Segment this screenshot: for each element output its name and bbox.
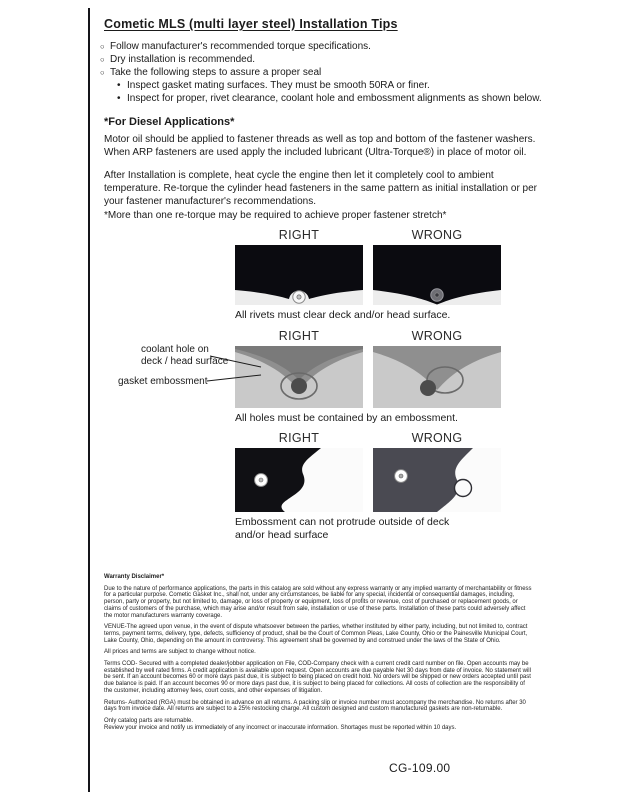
callout-pointer-lines: [115, 342, 265, 397]
list-item: [100, 67, 545, 80]
retorque-note: *More than one re-torque may be required to achieve proper fastener stretch*: [104, 210, 447, 221]
wrong-label: WRONG: [411, 329, 463, 343]
only-catalog-line: Only catalog parts are returnable.: [104, 717, 194, 724]
tip-text: Take the following steps to assure a proper seal: [110, 66, 322, 78]
diagram-caption: All holes must be contained by an embossment.: [235, 412, 458, 424]
terms-paragraph: Terms COD- Secured with a completed dealer/jobber application on File, COD-Company check with a current credit card number on file. Open accounts may be established by well rated firms. A credit application is available upon request. Open accounts are due payable Net 30 days from date of invoice. No statement will be sent. If an account becomes 60 or more days past due, it is subject to being placed on credit hold. No orders will be shipped or new orders accepted until past due balance is paid. If an account becomes 90 or more days past due, it is subject to being placed for collections. All costs of collection are the responsibility of the customer, including attorney fees, court costs, and other expenses of litigation.: [104, 661, 531, 694]
warranty-disclaimer-heading: Warranty Disclaimer*: [104, 574, 165, 580]
list-item: [117, 80, 545, 93]
returns-paragraph: Returns- Authorized (RGA) must be obtained in advance on all returns. A packing slip or invoice number must accompany the merchandise. No returns after 30 days from invoice date. All returns are subject to a 25% restocking charge. All custom designed and custom manufactured gaskets are non-returnable.: [104, 699, 526, 713]
warranty-paragraph: Due to the nature of performance applications, the parts in this catalog are sold without any express warranty or any implied warranty of merchantability or fitness for a particular purpose. Cometic Gasket Inc., shall not, under any circumstances, be liable for any special, incidental or consequential damages, including, person, party or property, but not limited to, damage, or loss of property or equipment, loss of profits or revenue, cost of purchased or replacement goods, or claims of customers of the purchase, which may arise and/or result from sale, installation or use of these parts. Installation of these parts could adversely affect the motor manufacturers warranty coverage.: [104, 585, 532, 619]
tip-text: Inspect for proper, rivet clearance, coolant hole and embossment alignments as shown below.: [127, 92, 542, 104]
list-item: [117, 93, 545, 106]
list-item: [100, 54, 545, 67]
tip-text: Follow manufacturer's recommended torque specifications.: [110, 41, 371, 52]
wrong-label: WRONG: [411, 228, 463, 242]
venue-paragraph: VENUE-The agreed upon venue, in the event of dispute whatsoever between the parties, whether instituted by either party, including, but not limited to, contract terms, payment terms, delivery, type, defects, sufficiency of product, shall be the Court of Common Pleas, Lake County, Ohio or the Painesville Municipal Court, Lake County, Ohio, depending on the amount in controversy. This agreement shall be governed by and construed under the laws of the State of Ohio.: [104, 624, 528, 644]
diagram-row-rivets: [235, 228, 501, 322]
diesel-paragraph-2: After Installation is complete, heat cycle the engine then let it completely cool to ambient temperature. Re-torque the cylinder head fasteners in the same pattern as initial installation or per your fastener manufacturer's recommendations.: [104, 170, 538, 207]
callout-line-text: deck / head surface: [141, 355, 229, 367]
diagram-row-embossment: [235, 431, 501, 541]
tip-text: Inspect gasket mating surfaces. They must be smooth 50RA or finer.: [127, 79, 430, 91]
hole-wrong-diagram: [373, 346, 501, 408]
page-title: Cometic MLS (multi layer steel) Installation Tips: [104, 17, 398, 31]
diesel-applications-heading: *For Diesel Applications*: [104, 116, 235, 128]
legal-disclaimer: [104, 574, 532, 731]
diagram-caption: All rivets must clear deck and/or head surface.: [235, 309, 451, 321]
caption-line: and/or head surface: [235, 528, 329, 541]
rivet-right-diagram: [235, 245, 363, 305]
right-label: RIGHT: [278, 329, 320, 343]
prices-line: All prices and terms are subject to change without notice.: [104, 649, 256, 656]
tip-text: Dry installation is recommended.: [110, 53, 256, 65]
page-edge-rule: [88, 8, 90, 792]
right-label: RIGHT: [278, 431, 320, 445]
dot-bullet-icon: [117, 93, 127, 106]
right-label: RIGHT: [278, 228, 320, 242]
circle-bullet-icon: [100, 41, 110, 54]
embossment-wrong-diagram: [373, 448, 501, 512]
rivet-wrong-diagram: [373, 245, 501, 305]
wrong-label: WRONG: [411, 431, 463, 445]
callout-line-text: coolant hole on: [141, 344, 209, 355]
dot-bullet-icon: [117, 80, 127, 93]
embossment-right-diagram: [235, 448, 363, 512]
caption-line: Embossment can not protrude outside of deck: [235, 516, 450, 528]
installation-tips-list: [100, 41, 545, 106]
circle-bullet-icon: [100, 67, 110, 80]
gasket-embossment-callout: gasket embossment: [118, 376, 208, 387]
review-invoice-line: Review your invoice and notify us immediately of any incorrect or inaccurate information. Shortages must be reported within 10 days.: [104, 724, 457, 731]
diagram-caption: [235, 512, 501, 541]
diesel-paragraph-1: Motor oil should be applied to fastener threads as well as top and bottom of the fastener washers. When ARP fasteners are used apply the included lubricant (Ultra-Torque®) in place of motor oil.: [104, 134, 536, 158]
list-item: [100, 41, 545, 54]
document-number: CG-109.00: [389, 761, 451, 775]
circle-bullet-icon: [100, 54, 110, 67]
diagram-row-holes: [235, 329, 501, 425]
